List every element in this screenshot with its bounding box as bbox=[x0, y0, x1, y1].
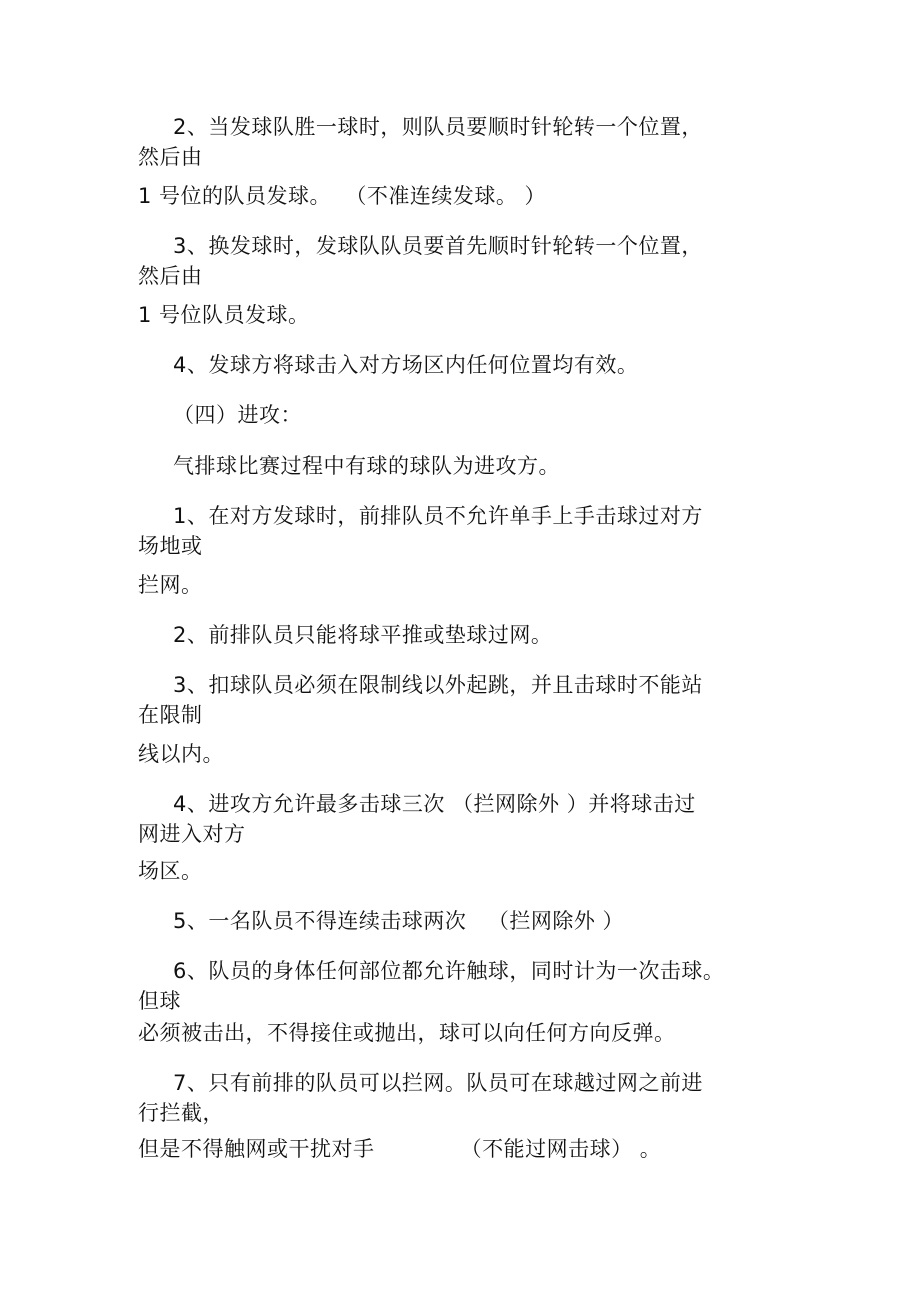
paragraph-6-line-3: 拦网。 bbox=[138, 573, 203, 597]
paragraph-11-line-1: 6、队员的身体任何部位都允许触球，同时计为一次击球。 bbox=[173, 959, 725, 983]
paragraph-12-line-3: 但是不得触网或干扰对手 （不能过网击球） 。 bbox=[138, 1137, 662, 1161]
paragraph-2-line-1: 3、换发球时，发球队队员要首先顺时针轮转一个位置， bbox=[173, 234, 703, 258]
paragraph-2-line-3: 1 号位队员发球。 bbox=[138, 303, 310, 327]
paragraph-12-line-1: 7、只有前排的队员可以拦网。队员可在球越过网之前进 bbox=[173, 1071, 703, 1095]
paragraph-8-line-2: 在限制 bbox=[138, 703, 203, 727]
paragraph-1-line-1: 2、当发球队胜一球时，则队员要顺时针轮转一个位置， bbox=[173, 115, 703, 139]
section-heading-attack: （四）进攻： bbox=[173, 403, 302, 427]
paragraph-8-line-1: 3、扣球队员必须在限制线以外起跳，并且击球时不能站 bbox=[173, 673, 703, 697]
paragraph-7-line-1: 2、前排队员只能将球平推或垫球过网。 bbox=[173, 623, 553, 647]
paragraph-10-line-1: 5、一名队员不得连续击球两次 （拦网除外 ） bbox=[173, 909, 625, 933]
paragraph-9-line-1: 4、进攻方允许最多击球三次 （拦网除外 ）并将球击过 bbox=[173, 792, 696, 816]
paragraph-11-line-2: 但球 bbox=[138, 989, 181, 1013]
paragraph-1-line-3: 1 号位的队员发球。 （不准连续发球。 ） bbox=[138, 184, 547, 208]
paragraph-6-line-2: 场地或 bbox=[138, 534, 203, 558]
paragraph-3-line-1: 4、发球方将球击入对方场区内任何位置均有效。 bbox=[173, 353, 639, 377]
paragraph-9-line-2: 网进入对方 bbox=[138, 822, 246, 846]
paragraph-6-line-1: 1、在对方发球时，前排队员不允许单手上手击球过对方 bbox=[173, 504, 703, 528]
paragraph-11-line-3: 必须被击出，不得接住或抛出，球可以向任何方向反弹。 bbox=[138, 1021, 676, 1045]
paragraph-9-line-3: 场区。 bbox=[138, 859, 203, 883]
paragraph-12-line-2: 行拦截， bbox=[138, 1101, 224, 1125]
paragraph-5-line-1: 气排球比赛过程中有球的球队为进攻方。 bbox=[173, 454, 560, 478]
paragraph-1-line-2: 然后由 bbox=[138, 145, 203, 169]
paragraph-8-line-3: 线以内。 bbox=[138, 742, 224, 766]
paragraph-2-line-2: 然后由 bbox=[138, 264, 203, 288]
